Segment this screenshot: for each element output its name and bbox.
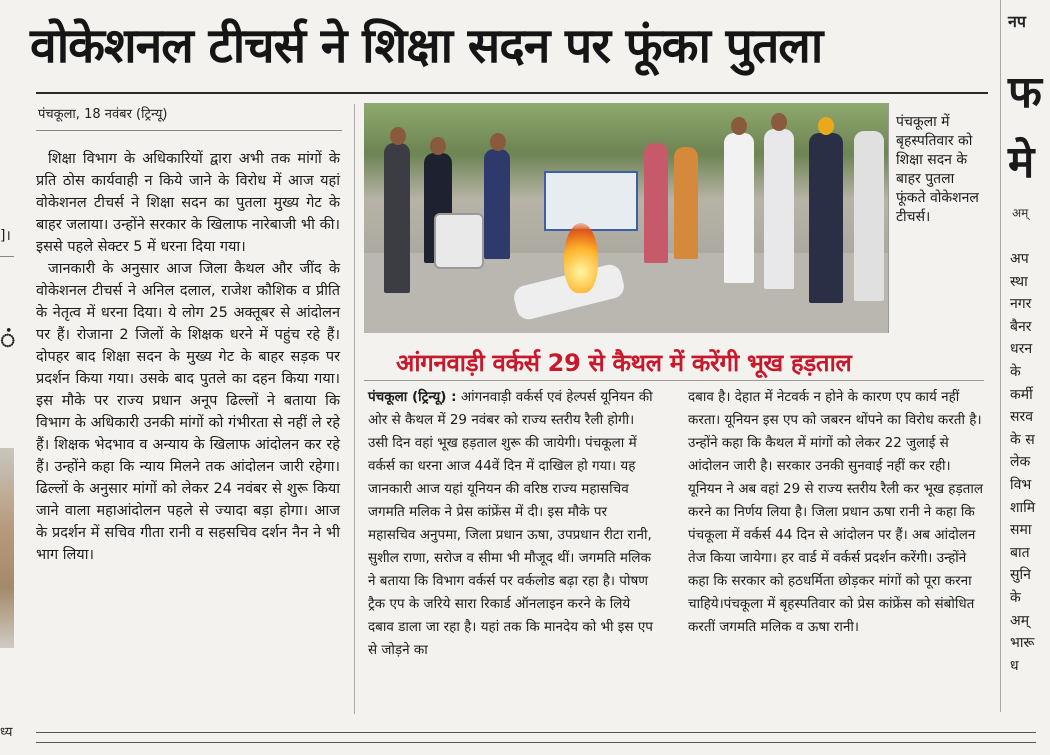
photo-person: [764, 129, 794, 289]
photo-person: [674, 147, 698, 259]
second-article-headline: आंगनवाड़ी वर्कर्स 29 से कैथल में करेंगी भूख हड़ताल: [396, 349, 852, 377]
neighbor-article-text: [1010, 248, 1050, 677]
left-neighbor-photo: [0, 448, 14, 648]
neighbor-line: विभ: [1010, 476, 1032, 493]
neighbor-line: धरन: [1010, 341, 1033, 358]
photo-person: [809, 133, 843, 303]
photo-head: [771, 113, 787, 131]
neighbor-line: अम्: [1010, 612, 1030, 629]
photo-head: [390, 127, 406, 145]
neighbor-line: के स: [1010, 431, 1035, 448]
neighbor-line: समा: [1010, 522, 1032, 539]
second-article-column-2: [688, 386, 984, 639]
photo-head: [430, 137, 446, 155]
neighbor-headline-line-1: फ: [1008, 67, 1042, 118]
main-article-paragraph: शिक्षा विभाग के अधिकारियों द्वारा अभी तक मांगों के प्रति ठोस कार्यवाही न किये जाने के विरोध में आज यहां वोकेशनल टीचर्स ने शिक्षा सदन का पुतला मुख्य गेट के बाहर जलाया। उन्होंने सरकार के खिलाफ नारेबाजी भी की। इससे पहले सेक्टर 5 में धरना दिया गया।: [36, 151, 340, 255]
bottom-rule: [36, 732, 1036, 733]
neighbor-line: बात: [1010, 544, 1030, 561]
photo-head: [490, 133, 506, 151]
neighbor-line: बैनर: [1010, 318, 1032, 335]
neighbor-line: ध: [1010, 657, 1019, 674]
second-article-text: दबाव है। देहात में नेटवर्क न होने के कारण एप कार्य नहीं करता। यूनियन इस एप को जबरन थोंपने का विरोध करती है। उन्होंने कहा कि कैथल में मांगों को लेकर 22 जुलाई से आंदोलन जारी है। सरकार उनकी सुनवाई नहीं कर रही।यूनियन ने अब वहां 29 से राज्य स्तरीय रैली कर भूख हड़ताल करने का निर्णय लिया है। जिला प्रधान ऊषा रानी ने कहा कि पंचकूला में वर्कर्स 44 दिन से आंदोलन पर हैं। अब आंदोलन तेज किया जायेगा। हर वार्ड में वर्कर्स प्रदर्शन करेंगी। उन्होंने कहा कि सरकार को हठधर्मिता छोड़कर मांगों को पूरा करना चाहिये।पंचकूला में बृहस्पतिवार को प्रेस कांफ्रेंस को संबोधित करतीं जगमति मलिक व ऊषा रानी।: [688, 389, 984, 635]
left-neighbor-fragment: ं: [0, 325, 16, 355]
neighbor-line: कर्मी: [1010, 386, 1033, 403]
neighbor-line: लेक: [1010, 454, 1031, 471]
protest-photo: [364, 103, 888, 333]
right-column-divider: [1000, 0, 1001, 712]
photo-person: [724, 133, 754, 283]
photo-head: [731, 117, 747, 135]
dateline: पंचकूला, 18 नवंबर (ट्रिन्यू): [38, 107, 168, 122]
neighbor-line: स्था: [1010, 273, 1028, 290]
neighbor-line: अप: [1010, 251, 1029, 267]
left-neighbor-rule: [0, 256, 14, 257]
photo-drum: [434, 213, 484, 269]
neighbor-line: के: [1010, 363, 1021, 380]
photo-person: [644, 143, 668, 263]
photo-head: [818, 117, 834, 135]
neighbor-line: शामि: [1010, 499, 1036, 516]
left-neighbor-fragment: ]।: [0, 228, 11, 244]
second-article-dateline: पंचकूला (ट्रिन्यू) :: [368, 389, 457, 405]
column-divider: [354, 104, 355, 714]
sub-headline-rule: [364, 380, 984, 381]
left-neighbor-fragment: ध्य: [0, 725, 13, 740]
photo-caption: पंचकूला में बृहस्पतिवार को शिक्षा सदन के बाहर पुतला फूंकते वोकेशनल टीचर्स।: [896, 114, 979, 225]
main-article-paragraph: जानकारी के अनुसार आज जिला कैथल और जींद के वोकेशनल टीचर्स ने अनिल दलाल, राजेश कौशिक व प्रीति के नेतृत्व में धरना दिया। ये लोग 25 अक्तूबर से आंदोलन पर हैं। रोजाना 2 जिलों के शिक्षक धरने में पहुंच रहे हैं। दोपहर बाद शिक्षा सदन के मुख्य गेट के बाहर सड़क पर प्रदर्शन किया गया। उसके बाद पुतले का दहन किया गया। इस मौके पर राज्य प्रधान अनूप ढिल्लों ने बताया कि विभाग के अधिकारी उनकी मांगों को गंभीरता से नहीं ले रहे हैं। शिक्षक भेदभाव व अन्याय के खिलाफ आंदोलन कर रहे हैं। उन्होंने कहा कि न्याय मिलने तक आंदोलन जारी रहेगा। ढिल्लों के अनुसार मांगों को लेकर 24 नवंबर से शुरू किया जाने वाला महाआंदोलन पहले से ज्यादा बड़ा होगा। आज के प्रदर्शन में सचिव गीता रानी व सहसचिव दर्शन नैन ने भी भाग लिया।: [36, 261, 340, 563]
photo-person: [484, 149, 510, 259]
neighbor-dateline: अम्: [1012, 206, 1029, 220]
neighbor-line: सरव: [1010, 409, 1033, 426]
headline-rule: [36, 92, 988, 94]
neighbor-line: भारू: [1010, 635, 1035, 652]
second-article-column-1: [368, 386, 658, 662]
photo-banner: [544, 171, 638, 231]
second-article-text: आंगनवाड़ी वर्कर्स एवं हेल्पर्स यूनियन की ओर से कैथल में 29 नवंबर को राज्य स्तरीय रैली होगी। उसी दिन वहां भूख हड़ताल शुरू की जायेगी। पंचकूला में वर्कर्स का धरना आज 44वें दिन में दाखिल हो गया। यह जानकारी आज यहां यूनियन की वरिष्ठ राज्य महासचिव जगमति मलिक ने प्रेस कांफ्रेंस में दी। इस मौके पर महासचिव अनुपमा, जिला प्रधान ऊषा, उपप्रधान रीटा रानी, सुशील राणा, सरोज व सीमा भी मौजूद थीं। जगमति मलिक ने बताया कि विभाग वर्कर्स पर वर्कलोड बढ़ा रहा है। पोषण ट्रैक एप के जरिये सारा रिकार्ड ऑनलाइन करने के लिये दबाव डाला जा रहा है। यहां तक कि मानदेय को भी इस एप से जोड़ने का: [368, 389, 653, 658]
neighbor-section-label: नप: [1008, 12, 1026, 31]
photo-fire: [564, 223, 598, 293]
main-article-body: [36, 148, 340, 566]
neighbor-line: सुनि: [1010, 567, 1031, 584]
neighbor-line: नगर: [1010, 296, 1032, 313]
neighbor-headline-line-2: मे: [1008, 137, 1035, 188]
neighbor-line: के: [1010, 589, 1021, 606]
photo-person: [854, 131, 884, 301]
bottom-rule: [36, 742, 1036, 743]
photo-border: [888, 103, 889, 333]
headline: वोकेशनल टीचर्स ने शिक्षा सदन पर फूंका पुतला: [30, 18, 823, 74]
dateline-rule: [36, 130, 342, 131]
photo-person: [384, 143, 410, 293]
